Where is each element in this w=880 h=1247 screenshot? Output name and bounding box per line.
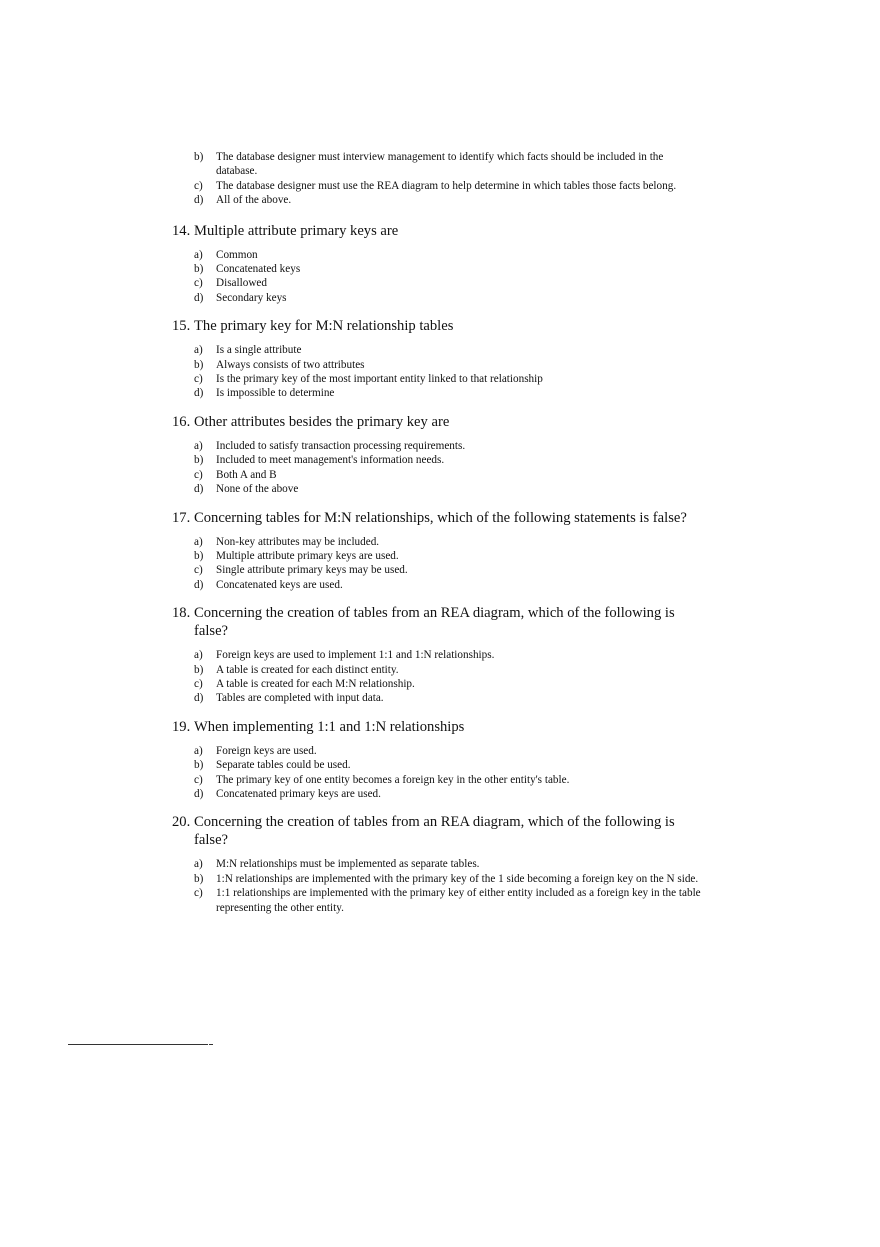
option-item — [194, 358, 702, 372]
option-text: Secondary keys — [216, 291, 287, 304]
option-letter: b) — [194, 549, 204, 562]
question-14 — [172, 222, 702, 306]
option-text: Common — [216, 248, 258, 261]
option-item — [194, 262, 702, 276]
option-item — [194, 872, 702, 886]
option-item — [194, 439, 702, 453]
question-19 — [172, 718, 702, 802]
question-number: 20. — [172, 814, 191, 831]
question-17 — [172, 509, 702, 593]
option-text: Included to meet management's information needs. — [216, 454, 445, 467]
option-list — [194, 248, 702, 306]
option-item — [194, 179, 702, 193]
option-item — [194, 372, 702, 386]
option-letter: b) — [194, 759, 204, 772]
option-letter: a) — [194, 439, 203, 452]
question-heading — [172, 813, 702, 849]
option-letter: c) — [194, 468, 203, 481]
option-text: Foreign keys are used. — [216, 744, 317, 757]
option-letter: c) — [194, 773, 203, 786]
option-list — [194, 343, 702, 401]
option-letter: c) — [194, 564, 203, 577]
option-letter: b) — [194, 454, 204, 467]
option-text: Disallowed — [216, 277, 267, 290]
option-text: M:N relationships must be implemented as separate tables. — [216, 858, 480, 871]
option-letter: d) — [194, 692, 204, 705]
option-text: Non-key attributes may be included. — [216, 535, 380, 548]
option-text: 1:N relationships are implemented with the primary key of the 1 side becoming a foreign key on the N side. — [216, 872, 699, 885]
option-letter: c) — [194, 277, 203, 290]
option-item — [194, 291, 702, 305]
option-letter: d) — [194, 787, 204, 800]
option-text: A table is created for each M:N relationship. — [216, 677, 415, 690]
option-text: A table is created for each distinct entity. — [216, 663, 399, 676]
question-number: 14. — [172, 222, 191, 239]
option-letter: b) — [194, 358, 204, 371]
option-letter: d) — [194, 483, 204, 496]
question-number: 17. — [172, 509, 191, 526]
option-text: Single attribute primary keys may be used. — [216, 564, 408, 577]
option-text: Multiple attribute primary keys are used. — [216, 549, 399, 562]
option-letter: c) — [194, 373, 203, 386]
option-letter: a) — [194, 248, 203, 261]
option-item — [194, 276, 702, 290]
option-item — [194, 663, 702, 677]
question-number: 16. — [172, 413, 191, 430]
option-letter: d) — [194, 578, 204, 591]
option-text: Is the primary key of the most important entity linked to that relationship — [216, 373, 543, 386]
option-text: Concatenated keys are used. — [216, 578, 343, 591]
option-text: Foreign keys are used to implement 1:1 and 1:N relationships. — [216, 649, 495, 662]
option-item — [194, 482, 702, 496]
question-list — [172, 150, 702, 927]
option-text: Separate tables could be used. — [216, 759, 351, 772]
option-letter: c) — [194, 677, 203, 690]
option-text: All of the above. — [216, 194, 292, 207]
question-text: The primary key for M:N relationship tables — [194, 318, 454, 335]
option-list — [194, 857, 702, 915]
option-item — [194, 648, 702, 662]
footnote-divider — [68, 1044, 208, 1045]
option-letter: d) — [194, 387, 204, 400]
question-heading — [172, 413, 702, 431]
option-item — [194, 773, 702, 787]
option-text: Always consists of two attributes — [216, 358, 365, 371]
option-letter: b) — [194, 151, 204, 163]
option-text: None of the above — [216, 483, 299, 496]
option-text: Tables are completed with input data. — [216, 692, 384, 705]
option-letter: d) — [194, 291, 204, 304]
question-text: Multiple attribute primary keys are — [194, 222, 399, 239]
option-text: Concatenated primary keys are used. — [216, 787, 381, 800]
option-item — [194, 343, 702, 357]
question-number: 18. — [172, 605, 191, 622]
question-heading — [172, 317, 702, 335]
option-letter: a) — [194, 535, 203, 548]
option-text: Both A and B — [216, 468, 277, 481]
option-text: Included to satisfy transaction processing requirements. — [216, 439, 466, 452]
option-item — [194, 758, 702, 772]
question-number: 19. — [172, 718, 191, 735]
option-letter: b) — [194, 872, 204, 885]
question-heading — [172, 718, 702, 736]
option-item — [194, 857, 702, 871]
question-text: Other attributes besides the primary key are — [194, 413, 450, 430]
question-15 — [172, 317, 702, 401]
option-item — [194, 248, 702, 262]
option-item — [194, 677, 702, 691]
option-item — [194, 386, 702, 400]
option-item — [194, 453, 702, 467]
option-letter: b) — [194, 263, 204, 276]
option-item — [194, 150, 702, 179]
option-text: The primary key of one entity becomes a foreign key in the other entity's table. — [216, 773, 570, 786]
option-item — [194, 468, 702, 482]
question-18 — [172, 604, 702, 706]
option-item — [194, 578, 702, 592]
option-letter: b) — [194, 663, 204, 676]
option-letter: d) — [194, 194, 204, 207]
option-text: The database designer must use the REA diagram to help determine in which tables those facts belong. — [216, 179, 677, 192]
option-letter: a) — [194, 344, 203, 357]
question-16 — [172, 413, 702, 497]
question-text: When implementing 1:1 and 1:N relationships — [194, 718, 465, 735]
option-item — [194, 787, 702, 801]
option-item — [194, 744, 702, 758]
option-text: The database designer must interview management to identify which facts should be included in the database. — [216, 151, 664, 178]
question-text: Concerning tables for M:N relationships, which of the following statements is false? — [194, 509, 687, 526]
option-item — [194, 691, 702, 705]
option-letter: a) — [194, 649, 203, 662]
option-list — [194, 744, 702, 802]
option-item — [194, 535, 702, 549]
option-text: Is impossible to determine — [216, 387, 335, 400]
question-text: Concerning the creation of tables from an REA diagram, which of the following is false? — [194, 814, 675, 849]
question-13-continued-options — [194, 150, 702, 208]
option-item — [194, 549, 702, 563]
option-item — [194, 563, 702, 577]
option-text: 1:1 relationships are implemented with the primary key of either entity included as a foreign key in the table representing the other entity. — [216, 887, 701, 914]
option-text: Concatenated keys — [216, 263, 301, 276]
question-heading — [172, 604, 702, 640]
option-list — [194, 648, 702, 706]
question-number: 15. — [172, 318, 191, 335]
option-letter: a) — [194, 858, 203, 871]
option-list — [194, 535, 702, 593]
question-20 — [172, 813, 702, 915]
option-item — [194, 886, 702, 915]
question-heading — [172, 222, 702, 240]
option-item — [194, 193, 702, 207]
question-text: Concerning the creation of tables from an REA diagram, which of the following is false? — [194, 605, 675, 640]
option-list — [194, 439, 702, 497]
option-letter: c) — [194, 887, 203, 900]
option-letter: c) — [194, 179, 203, 192]
question-heading — [172, 509, 702, 527]
option-letter: a) — [194, 744, 203, 757]
option-text: Is a single attribute — [216, 344, 302, 357]
footnote-divider-end — [209, 1044, 213, 1045]
